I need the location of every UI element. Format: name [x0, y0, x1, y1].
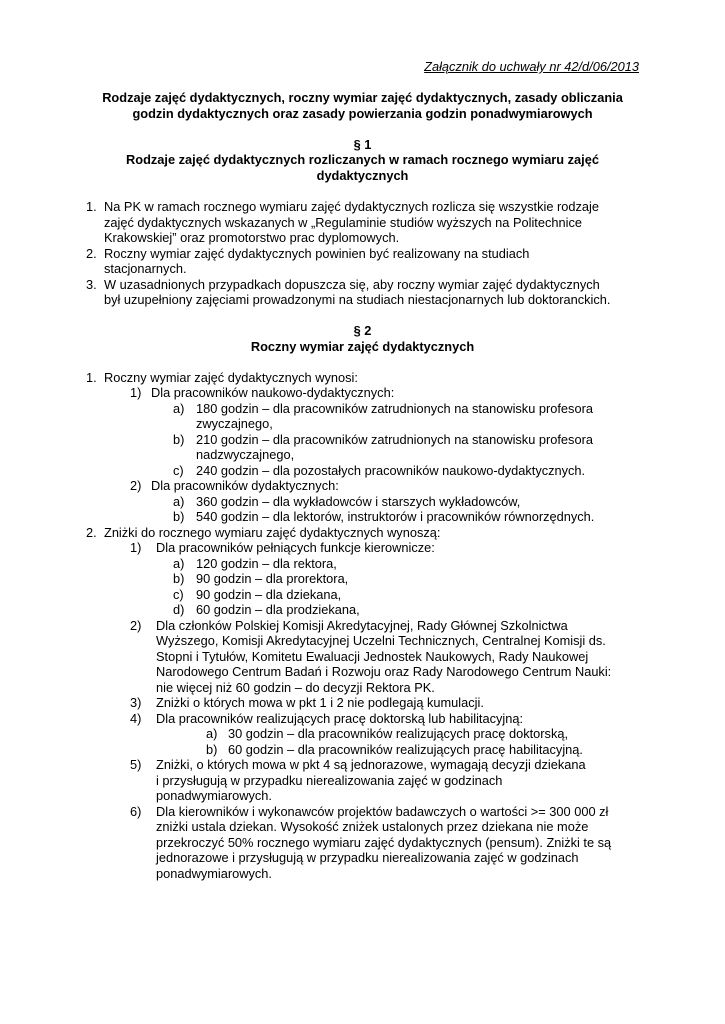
s2-p2-i6-number: 6): [130, 804, 142, 819]
s2-p2-i4-item-a-number: a): [206, 726, 218, 741]
s2-p2-i4-number: 4): [130, 711, 142, 726]
s2-p2-i2-line-3: Stopni i Tytułów, Komitetu Ewaluacji Jednostek Naukowych, Rady Naukowej: [156, 649, 589, 664]
s2-p2-text: Zniżki do rocznego wymiaru zajęć dydaktycznych wynoszą:: [104, 525, 441, 540]
s2-p2-i1-item-c-text: 90 godzin – dla dziekana,: [196, 587, 342, 602]
s2-p2-i1-item-c-number: c): [173, 587, 184, 602]
s1-item-2-number: 2.: [86, 246, 97, 261]
attachment-note: Załącznik do uchwały nr 42/d/06/2013: [424, 59, 639, 74]
s2-p2-i4-item-b-text: 60 godzin – dla pracowników realizujących pracę habilitacyjną.: [228, 742, 583, 757]
s2-p2-i1-item-b-text: 90 godzin – dla prorektora,: [196, 571, 349, 586]
s2-p2-i5-line-1: Zniżki, o których mowa w pkt 4 są jednorazowe, wymagają decyzji dziekana: [156, 757, 586, 772]
s2-p2-i1-text: Dla pracowników pełniących funkcje kierownicze:: [156, 540, 435, 555]
section-2-heading: Roczny wymiar zajęć dydaktycznych: [250, 339, 475, 354]
s2-p1-a-item-b-number: b): [173, 432, 185, 447]
s1-item-3-number: 3.: [86, 277, 97, 292]
s2-p2-i4-item-a-text: 30 godzin – dla pracowników realizujących pracę doktorską,: [228, 726, 569, 741]
s2-p2-i6-line-5: ponadwymiarowych.: [156, 866, 272, 881]
s2-p2-i2-line-4: Narodowego Centrum Badań i Rozwoju oraz Rady Narodowego Centrum Nauki:: [156, 664, 612, 679]
s2-p1-a-item-b-line-2: nadzwyczajnego,: [196, 447, 295, 462]
s2-p2-i5-line-3: ponadwymiarowych.: [156, 788, 272, 803]
s2-p2-i6-line-4: jednorazowe i przysługują w przypadku nierealizowania zajęć w godzinach: [156, 850, 579, 865]
s2-p1-a-item-b-line-1: 210 godzin – dla pracowników zatrudnionych na stanowisku profesora: [196, 432, 593, 447]
s2-p1-a-number: 1): [130, 385, 142, 400]
s2-p2-i4-item-b-number: b): [206, 742, 218, 757]
s2-p2-i2-number: 2): [130, 618, 142, 633]
s2-p1-b-item-a-number: a): [173, 494, 185, 509]
s2-p1-b-item-a-line-1: 360 godzin – dla wykładowców i starszych wykładowców,: [196, 494, 521, 509]
s1-item-1-line-3: Krakowskiej” oraz promotorstwo prac dyplomowych.: [104, 230, 400, 245]
s2-p2-i1-item-a-number: a): [173, 556, 185, 571]
s2-p2-i6-line-2: zniżki ustala dziekan. Wysokość zniżek ustalonych przez dziekana nie może: [156, 819, 589, 834]
s2-p2-i2-line-1: Dla członków Polskiej Komisji Akredytacyjnej, Rady Głównej Szkolnictwa: [156, 618, 568, 633]
s2-p2-i4-text: Dla pracowników realizujących pracę doktorską lub habilitacyjną:: [156, 711, 524, 726]
s2-p2-i1-item-b-number: b): [173, 571, 185, 586]
section-1-number: § 1: [353, 137, 372, 152]
section-1-heading-line-1: Rodzaje zajęć dydaktycznych rozliczanych w ramach rocznego wymiaru zajęć: [126, 152, 599, 167]
s2-p1-number: 1.: [86, 370, 97, 385]
s2-p1-a-item-a-line-1: 180 godzin – dla pracowników zatrudnionych na stanowisku profesora: [196, 401, 593, 416]
s2-p1-a-text: Dla pracowników naukowo-dydaktycznych:: [151, 385, 395, 400]
document-title-line-2: godzin dydaktycznych oraz zasady powierzania godzin ponadwymiarowych: [132, 106, 593, 121]
s1-item-1-number: 1.: [86, 199, 97, 214]
s1-item-2-line-2: stacjonarnych.: [104, 261, 187, 276]
s1-item-1-line-1: Na PK w ramach rocznego wymiaru zajęć dydaktycznych rozlicza się wszystkie rodzaje: [104, 199, 599, 214]
s2-p2-i1-item-d-number: d): [173, 602, 185, 617]
s2-p1-a-item-c-number: c): [173, 463, 184, 478]
s2-p2-i3-text: Zniżki o których mowa w pkt 1 i 2 nie podlegają kumulacji.: [156, 695, 484, 710]
s1-item-1-line-2: zajęć dydaktycznych wskazanych w „Regulaminie studiów wyższych na Politechnice: [104, 215, 582, 230]
s2-p2-i6-line-1: Dla kierowników i wykonawców projektów badawczych o wartości >= 300 000 zł: [156, 804, 609, 819]
s2-p1-text: Roczny wymiar zajęć dydaktycznych wynosi:: [104, 370, 358, 385]
s2-p1-a-item-a-line-2: zwyczajnego,: [196, 416, 273, 431]
s2-p1-b-item-b-number: b): [173, 509, 185, 524]
s1-item-3-line-1: W uzasadnionych przypadkach dopuszcza się, aby roczny wymiar zajęć dydaktycznych: [104, 277, 600, 292]
s1-item-3-line-2: był uzupełniony zajęciami prowadzonymi na studiach niestacjonarnych lub doktoranckich.: [104, 292, 611, 307]
s2-p2-i3-number: 3): [130, 695, 142, 710]
s2-p2-i1-item-d-text: 60 godzin – dla prodziekana,: [196, 602, 360, 617]
s2-p1-a-item-a-number: a): [173, 401, 185, 416]
s2-p1-b-number: 2): [130, 478, 142, 493]
section-2-number: § 2: [353, 323, 372, 338]
s2-p2-i6-line-3: przekroczyć 50% rocznego wymiaru zajęć dydaktycznych (pensum). Zniżki te są: [156, 835, 612, 850]
s2-p2-i1-number: 1): [130, 540, 142, 555]
s2-p2-number: 2.: [86, 525, 97, 540]
s2-p2-i2-line-2: Wyższego, Komisji Akredytacyjnej Uczelni Technicznych, Centralnej Komisji ds.: [156, 633, 606, 648]
s1-item-2-line-1: Roczny wymiar zajęć dydaktycznych powinien być realizowany na studiach: [104, 246, 530, 261]
s2-p1-b-text: Dla pracowników dydaktycznych:: [151, 478, 339, 493]
section-1-heading-line-2: dydaktycznych: [316, 168, 409, 183]
s2-p2-i5-line-2: i przysługują w przypadku nierealizowania zajęć w godzinach: [156, 773, 503, 788]
s2-p2-i2-line-5: nie więcej niż 60 godzin – do decyzji Rektora PK.: [156, 680, 435, 695]
s2-p2-i1-item-a-text: 120 godzin – dla rektora,: [196, 556, 337, 571]
s2-p2-i5-number: 5): [130, 757, 142, 772]
document-title-line-1: Rodzaje zajęć dydaktycznych, roczny wymiar zajęć dydaktycznych, zasady obliczania: [102, 90, 623, 105]
s2-p1-a-item-c-line-1: 240 godzin – dla pozostałych pracowników naukowo-dydaktycznych.: [196, 463, 586, 478]
s2-p1-b-item-b-line-1: 540 godzin – dla lektorów, instruktorów i pracowników równorzędnych.: [196, 509, 595, 524]
